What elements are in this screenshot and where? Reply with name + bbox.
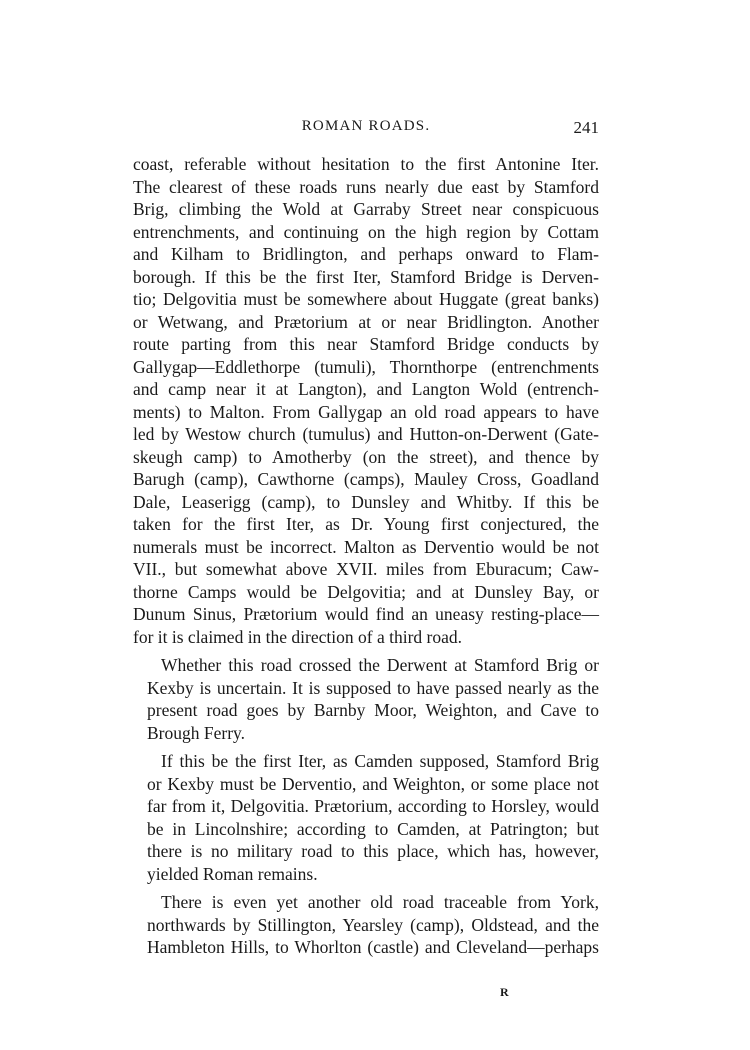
text-line: Brig, climbing the Wold at Garraby Street near conspicuous [133,199,599,219]
text-line: entrenchments, and continuing on the high region by Cottam [133,221,599,242]
paragraph-4 [133,891,599,959]
text-line: route parting from this near Stamford Bridge conducts by [133,334,599,354]
paragraph-3 [133,750,599,885]
paragraph-1 [133,153,599,648]
text-line: northwards by Stillington, Yearsley (camp), Oldstead, and the [147,914,599,935]
text-line: coast, referable without hesitation to the first Antonine Iter. [133,154,599,174]
text-line: Dunum Sinus, Prætorium would find an uneasy resting-place— [133,604,599,624]
text-line: taken for the first Iter, as Dr. Young first conjectured, the [133,514,599,534]
text-line: There is even yet another old road traceable from York, [161,892,599,912]
text-line: borough. If this be the first Iter, Stamford Bridge is Derven- [133,266,599,287]
text-line: there is no military road to this place, which has, however, [147,841,599,861]
body-text [133,153,599,965]
running-head [133,118,599,142]
text-line: yielded Roman remains. [147,863,318,884]
text-line: be in Lincolnshire; according to Camden, at Patrington; but [147,818,599,839]
text-line: skeugh camp) to Amotherby (on the street), and thence by [133,446,599,467]
text-line: far from it, Delgovitia. Prætorium, according to Horsley, would [147,796,599,816]
text-line: numerals must be incorrect. Malton as Derventio would be not [133,536,599,557]
text-line: or Kexby must be Derventio, and Weighton, or some place not [147,773,599,794]
text-line: If this be the first Iter, as Camden supposed, Stamford Brig [161,751,599,771]
text-line: and Kilham to Bridlington, and perhaps onward to Flam- [133,244,599,264]
text-line: Gallygap—Eddlethorpe (tumuli), Thornthorpe (entrenchments [133,356,599,377]
text-line: or Wetwang, and Prætorium at or near Bridlington. Another [133,311,599,332]
text-line: Kexby is uncertain. It is supposed to have passed nearly as the [147,677,599,698]
text-line: Brough Ferry. [147,722,246,743]
text-line: The clearest of these roads runs nearly due east by Stamford [133,176,599,197]
signature-mark: R [500,985,510,999]
text-line: thorne Camps would be Delgovitia; and at Dunsley Bay, or [133,581,599,602]
text-line: present road goes by Barnby Moor, Weighton, and Cave to [147,700,599,720]
text-line: Barugh (camp), Cawthorne (camps), Mauley Cross, Goadland [133,469,599,489]
text-line: Whether this road crossed the Derwent at Stamford Brig or [161,655,599,675]
text-line: ments) to Malton. From Gallygap an old road appears to have [133,401,599,422]
text-line: for it is claimed in the direction of a third road. [133,626,462,647]
running-title: ROMAN ROADS. [301,118,431,134]
paragraph-2 [133,654,599,744]
text-line: tio; Delgovitia must be somewhere about Huggate (great banks) [133,289,599,309]
text-line: VII., but somewhat above XVII. miles from Eburacum; Caw- [133,559,599,579]
text-line: and camp near it at Langton), and Langton Wold (entrench- [133,379,599,399]
text-line: led by Westow church (tumulus) and Hutton-on-Derwent (Gate- [133,424,599,444]
text-line: Dale, Leaserigg (camp), to Dunsley and Whitby. If this be [133,491,599,512]
page-number: 241 [573,118,599,137]
text-line: Hambleton Hills, to Whorlton (castle) and Cleveland—perhaps [147,937,599,957]
